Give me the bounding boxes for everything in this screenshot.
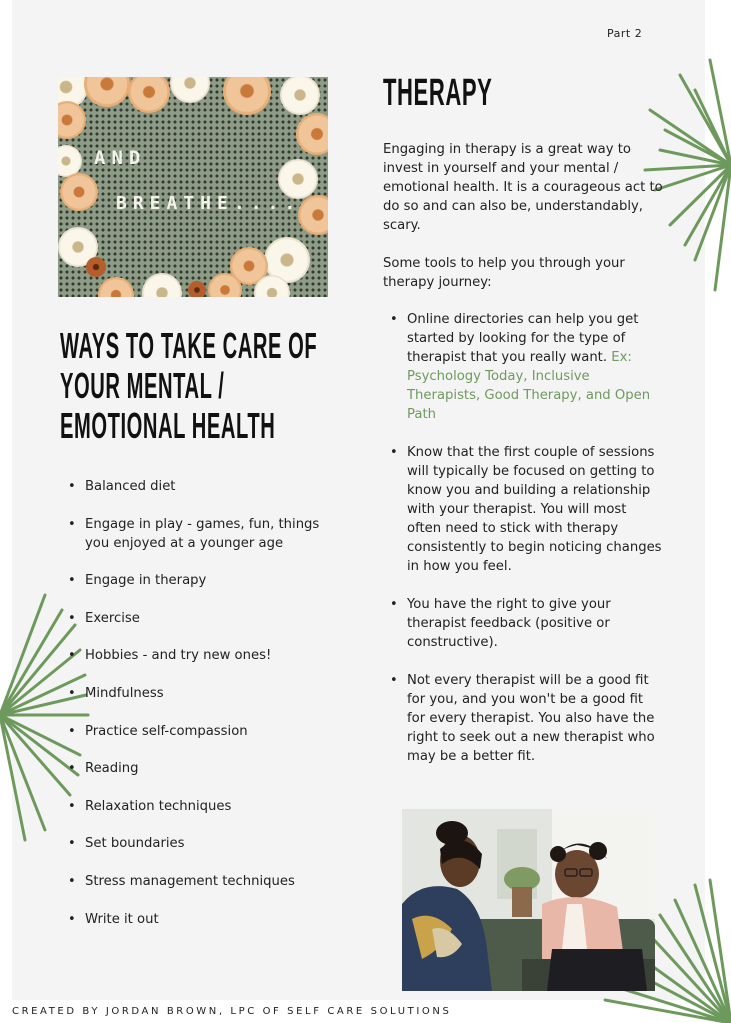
self-care-item: • Mindfulness xyxy=(66,684,334,703)
directories-text: Online directories can help you get started by looking for the type of therapist that you really want. xyxy=(407,312,639,365)
self-care-item: • Engage in therapy xyxy=(66,571,334,590)
wellness-heading-line: EMOTIONAL HEALTH xyxy=(60,405,276,446)
therapy-intro: Engaging in therapy is a great way to invest in yourself and your mental / emotional health. It is a courageous act to do so and can also be, understandably, scary. xyxy=(383,142,663,233)
self-care-item: • Write it out xyxy=(66,910,334,929)
therapy-tip-directories xyxy=(389,310,664,424)
therapy-tip-fit: • Not every therapist will be a good fit for you, and you won't be a good fit for every therapist. You also have the right to seek out a new therapist who may be a better fit. xyxy=(389,671,664,766)
tools-intro: Some tools to help you through your therapy journey: xyxy=(383,256,625,290)
therapy-tip-feedback: • You have the right to give your therapist feedback (positive or constructive). xyxy=(389,595,664,652)
self-care-item: • Reading xyxy=(66,759,334,778)
therapy-photo-illustration xyxy=(402,809,655,991)
therapy-tip-sessions: • Know that the first couple of sessions will typically be focused on getting to know you and building a relationship with your therapist. You will most often need to stick with therapy consistently to begin noticing changes in how you feel. xyxy=(389,443,664,576)
wellness-heading xyxy=(60,325,318,446)
therapy-heading: THERAPY xyxy=(383,72,493,114)
self-care-item: • Practice self-compassion xyxy=(66,722,334,741)
self-care-item: • Relaxation techniques xyxy=(66,797,334,816)
hero-word-and: AND xyxy=(94,147,147,169)
self-care-list xyxy=(66,477,334,947)
self-care-item: • Set boundaries xyxy=(66,834,334,853)
footer-credit: CREATED BY JORDAN BROWN, LPC OF SELF CARE SOLUTIONS xyxy=(12,1006,452,1017)
wellness-heading-line: YOUR MENTAL / xyxy=(60,365,225,406)
hero-word-breathe: BREATHE.... xyxy=(116,193,302,214)
letter-board-image xyxy=(58,77,328,297)
therapy-session-photo xyxy=(402,809,655,991)
self-care-item: • Engage in play - games, fun, things you enjoyed at a younger age xyxy=(66,515,334,553)
self-care-item: • Balanced diet xyxy=(66,477,334,496)
self-care-item: • Stress management techniques xyxy=(66,872,334,891)
wellness-heading-line: WAYS TO TAKE CARE OF xyxy=(60,325,318,366)
page-part-label: Part 2 xyxy=(607,27,643,40)
directories-examples: Ex: Psychology Today, Inclusive Therapists, Good Therapy, and Open Path xyxy=(407,350,651,422)
therapy-tips-list xyxy=(389,310,664,785)
self-care-item: • Exercise xyxy=(66,609,334,628)
self-care-item: • Hobbies - and try new ones! xyxy=(66,646,334,665)
